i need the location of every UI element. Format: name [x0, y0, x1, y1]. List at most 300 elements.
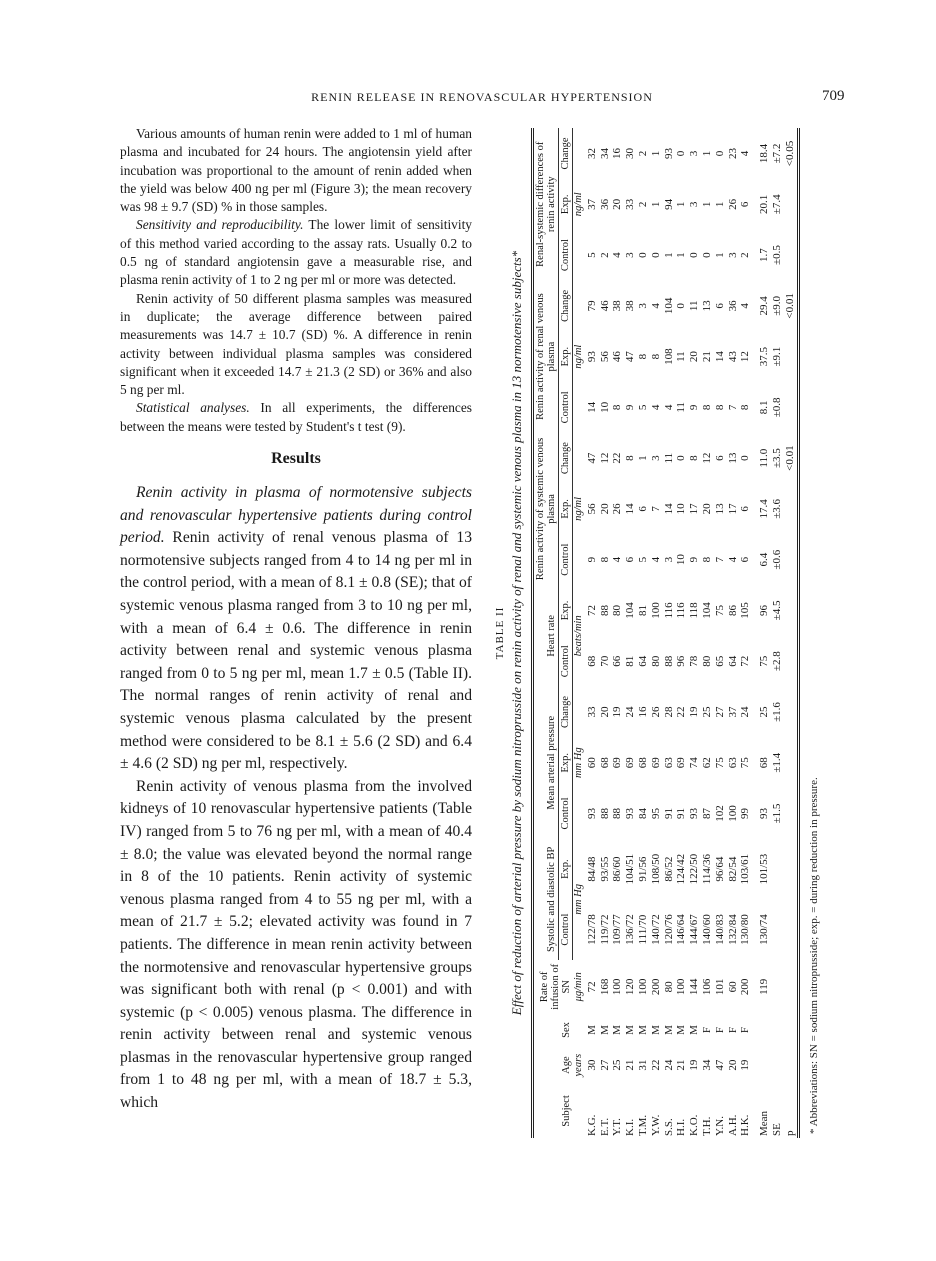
table-cell: 86/60 [611, 856, 624, 882]
unit-cell: mm Hg [573, 884, 584, 915]
table-cell: 10 [675, 503, 688, 515]
table-ii-rotated [490, 128, 852, 1138]
table-cell: 69 [611, 757, 624, 769]
paragraph-renin-hypertensive: Renin activity of venous plasma from the involved kidneys of 10 renovascular hypertensive patients (Table IV) ranged from 5 to 76 ng per ml, with a mean of 40.4 ± 8.0; the value was elevated beyond the normal range in 8 of the 10 patients. Renin activity of systemic venous plasma ranged from 4 to 55 ng per ml, with a mean of 21.7 ± 5.2; elevated activity was found in 7 patients. The difference in mean renin activity between the normotensive and renovascular hypertensive groups was significant both with renal (p < 0.001) and with systemic (p < 0.005) venous plasma. The difference in renin activity between renal and systemic venous plasmas in the renovascular hypertensive group ranged from 1 to 48 ng per ml, with a mean of 18.7 ± 5.3, which [120, 777, 472, 1112]
table-cell: 0 [675, 455, 688, 461]
table-cell: 11 [675, 402, 688, 413]
header-change: Change [559, 433, 573, 484]
table-cell [771, 1014, 784, 1046]
header-control: Control [559, 636, 573, 687]
table-cell: 0 [688, 252, 701, 258]
table-cell: 19 [611, 706, 624, 718]
table-cell: ±9.0 [770, 295, 783, 316]
table-cell: 2 [739, 252, 752, 258]
table-cell: 132/84 [726, 914, 739, 945]
header-control: Control [559, 230, 573, 281]
table-cell: 108 [662, 348, 675, 365]
table-cell: 119 [758, 978, 771, 995]
table-cell: 95 [649, 808, 662, 819]
table-cell: 120/76 [662, 914, 675, 945]
sensitivity-text: The lower limit of sensitivity of this method varied according to the assay rats. Usually 0.2 to 0.5 ng of standard angiotensin gave a measurable rise, and plasma renin activity of 1 to 2 ng per ml or more was detected. [120, 217, 472, 288]
table-cell: M [585, 1025, 598, 1035]
table-cell: 1 [675, 201, 688, 208]
header-exp: Exp. [559, 737, 573, 788]
table-cell: 84 [636, 808, 649, 819]
header-control: Control [559, 899, 573, 959]
table-cell: 27 [598, 1059, 611, 1071]
table-cell [784, 899, 798, 959]
table-cell: 6 [739, 201, 752, 208]
table-cell: 26 [611, 503, 624, 515]
table-cell [784, 1014, 798, 1046]
table-cell: ±3.6 [770, 499, 783, 519]
table-cell: 124/42 [675, 853, 688, 885]
table-cell: ±4.5 [770, 600, 783, 621]
table-cell: 101 [713, 978, 726, 996]
header-exp: Exp. [559, 331, 573, 382]
table-cell: 1 [700, 201, 713, 208]
table-row [675, 128, 688, 1138]
table-cell: Y.W. [649, 1114, 662, 1136]
table-cell: 109/77 [611, 914, 624, 945]
table-cell [784, 585, 798, 636]
table-cell: 69 [624, 757, 637, 769]
header-control: Control [559, 534, 573, 585]
table-cell: 75 [758, 655, 771, 667]
header-change: Change [559, 687, 573, 738]
table-cell: 6.4 [758, 552, 771, 567]
table-cell: 78 [688, 655, 701, 667]
table-cell: 200 [649, 978, 662, 996]
page-number: 709 [822, 88, 845, 104]
renin-heading: Renin activity in plasma of normotensive subjects and renovascular hypertensive patients during control period. [120, 484, 472, 547]
table-cell: 11.0 [758, 448, 771, 468]
table-cell: 104 [624, 602, 637, 619]
table-row [637, 128, 650, 1138]
table-cell: 19 [688, 1059, 701, 1071]
table-cell: 38 [624, 300, 637, 312]
table-cell [784, 484, 798, 535]
table-cell: 3 [726, 252, 739, 258]
table-cell: 4 [611, 556, 624, 563]
table-cell: 84/48 [585, 856, 598, 882]
table-cell: 88 [598, 604, 611, 616]
table-cell: T.H. [700, 1116, 713, 1136]
table-cell: 22 [611, 452, 624, 464]
table-cell [784, 1046, 798, 1084]
table-cell: 144 [688, 978, 701, 996]
table-cell [784, 534, 798, 585]
table-cell: 20 [598, 503, 611, 515]
paragraph-duplicate: Renin activity of 50 different plasma samples was measured in duplicate; the average difference between paired measurements was 14.7 ± 10.7 (SD) %. A difference in renin activity between individual plasma samples was considered significant when it exceeded 14.7 ± 21.3 (2 SD) or 36% and also 5 ng per ml. [120, 290, 472, 398]
table-row-se [771, 128, 784, 1138]
paragraph-sensitivity [120, 216, 472, 289]
table-cell [784, 960, 798, 1014]
table-cell: 74 [688, 757, 701, 769]
table-cell: 130/74 [758, 914, 771, 945]
header-exp: Exp. [559, 839, 573, 899]
table-cell: 91/56 [636, 856, 649, 882]
table-cell: 17.4 [758, 499, 771, 519]
table-cell: E.T. [598, 1117, 611, 1136]
sensitivity-heading: Sensitivity and reproducibility. [136, 217, 304, 233]
table-cell: <0.01 [784, 433, 798, 484]
table-cell: 20 [598, 706, 611, 718]
table-cell: 0 [700, 252, 713, 258]
units-row [573, 128, 586, 1138]
table-cell: 7 [713, 556, 726, 563]
table-cell: 30 [585, 1059, 598, 1071]
table-cell: 20.1 [758, 194, 771, 214]
unit-cell: μg/min [572, 972, 584, 1002]
table-cell: 104 [662, 297, 675, 315]
table-cell: 94 [662, 198, 675, 210]
table-cell: 4 [649, 404, 662, 411]
table-cell: 200 [739, 978, 752, 996]
table-cell: 8 [688, 455, 701, 461]
table-cell: 5 [636, 556, 649, 563]
table-cell: 8 [713, 404, 726, 411]
table-cell: 37 [585, 198, 598, 210]
header-change: Change [559, 280, 573, 331]
table-cell: 60 [585, 757, 598, 769]
table-cell: 0 [649, 252, 662, 258]
table-cell: 14 [624, 503, 637, 515]
table-cell: Y.T. [611, 1118, 624, 1136]
table-row [714, 128, 727, 1138]
table-cell: 7 [726, 404, 739, 411]
table-cell: 8 [649, 353, 662, 360]
table-cell: ±2.8 [770, 651, 783, 672]
table-cell: 72 [585, 981, 598, 993]
table-cell: 5 [636, 404, 649, 411]
table-cell: 1 [713, 252, 726, 258]
table-cell: 38 [611, 300, 624, 312]
table-cell [758, 1014, 771, 1046]
table-cell: 6 [713, 303, 726, 309]
table-cell: M [675, 1025, 688, 1035]
table-cell: 28 [662, 706, 675, 718]
table-cell: ±0.8 [770, 397, 783, 418]
table-cell [771, 839, 784, 899]
table-cell: 9 [585, 556, 598, 563]
table-cell: 2 [636, 201, 649, 208]
table-cell: 24 [624, 706, 637, 718]
table-cell [784, 737, 798, 788]
table-cell: 4 [739, 150, 752, 157]
table-cell: SE [770, 1123, 783, 1136]
table-cell: 56 [585, 503, 598, 515]
table-cell: 168 [598, 978, 611, 996]
table-cell: 80 [700, 655, 713, 667]
table-row-mean [758, 128, 771, 1138]
table-cell: 4 [662, 404, 675, 411]
table-cell: 19 [688, 706, 701, 718]
table-row [650, 128, 663, 1138]
table-cell: 5 [585, 252, 598, 258]
table-cell: F [739, 1026, 752, 1034]
table-cell: H.K. [739, 1114, 752, 1136]
table-cell: <0.05 [784, 128, 798, 179]
table-cell [758, 1046, 771, 1084]
table-cell: 46 [598, 300, 611, 312]
table-cell: 13 [700, 300, 713, 312]
header-renin-renal-group: Renin activity of renal venous plasma [533, 280, 559, 432]
table-cell [784, 636, 798, 687]
table-cell: 66 [611, 655, 624, 667]
table-cell: ±0.6 [770, 549, 783, 570]
table-cell: 14 [585, 401, 598, 413]
table-cell: M [688, 1025, 701, 1035]
table-cell: 11 [675, 351, 688, 362]
table-cell: 88 [662, 655, 675, 667]
table-cell: 14 [662, 503, 675, 515]
table-cell: 32 [585, 147, 598, 159]
table-row [739, 128, 752, 1138]
table-cell: 62 [700, 757, 713, 769]
table-cell: 19 [739, 1059, 752, 1071]
table-cell: 88 [598, 808, 611, 819]
table-cell: 60 [726, 981, 739, 993]
table-cell: 93 [585, 808, 598, 819]
paragraph-renin-normotensive [120, 482, 472, 776]
table-cell: 81 [624, 655, 637, 667]
table-cell: 7 [649, 506, 662, 512]
table-cell: S.S. [662, 1118, 675, 1136]
table-cell: 11 [662, 452, 675, 464]
table-cell: 0 [713, 150, 726, 157]
table-cell: 75 [713, 757, 726, 769]
table-cell: 100 [675, 978, 688, 996]
table-cell: 22 [675, 706, 688, 718]
table-cell: 13 [713, 503, 726, 515]
header-age: Age [533, 1046, 573, 1084]
table-cell: 91 [662, 808, 675, 819]
unit-cell: mm Hg [573, 747, 584, 779]
table-cell: F [726, 1026, 739, 1034]
table-row [586, 128, 599, 1138]
table-cell: 2 [598, 252, 611, 258]
table-cell: 100 [726, 805, 739, 822]
table-cell: 26 [649, 706, 662, 718]
header-change: Change [559, 128, 573, 179]
table-cell: 3 [624, 252, 637, 258]
table-cell: 37 [726, 706, 739, 718]
table-cell: 80 [611, 604, 624, 616]
table-row [611, 128, 624, 1138]
table-cell: 25 [611, 1059, 624, 1071]
table-cell: 16 [636, 706, 649, 718]
table-cell: 101/53 [758, 853, 771, 885]
table-cell: 4 [739, 303, 752, 309]
results-heading: Results [271, 450, 321, 468]
table-cell [784, 331, 798, 382]
table-row [663, 128, 676, 1138]
table-cell: 93 [662, 147, 675, 159]
table-cell: 20 [611, 198, 624, 210]
table-row [701, 128, 714, 1138]
table-cell: 24 [662, 1059, 675, 1071]
table-cell: 1 [713, 201, 726, 208]
table-footnote: * Abbreviations: SN = sodium nitroprusside; exp. = during reduction in pressure. [807, 777, 820, 1134]
table-cell: 8 [700, 556, 713, 563]
header-heart-group: Heart rate [533, 585, 559, 687]
table-cell: M [636, 1025, 649, 1035]
table-cell: 79 [585, 300, 598, 312]
table-cell: 17 [688, 503, 701, 515]
table-cell: 56 [598, 351, 611, 363]
table-cell: 100 [636, 978, 649, 996]
table-cell: 3 [688, 201, 701, 208]
running-title: RENIN RELEASE IN RENOVASCULAR HYPERTENSION [311, 90, 653, 104]
table-cell: 2 [636, 150, 649, 157]
header-exp: Exp. [559, 179, 573, 230]
header-rate: Rate of infusion of SN [533, 960, 573, 1014]
table-cell: 6 [713, 455, 726, 461]
table-cell: F [713, 1026, 726, 1034]
table-cell: 29.4 [758, 296, 771, 316]
table-cell [784, 382, 798, 433]
table-cell [784, 179, 798, 230]
table-cell: M [662, 1025, 675, 1035]
table-cell: 21 [700, 351, 713, 363]
table-cell: 1 [649, 150, 662, 157]
table-cell: 114/36 [700, 854, 713, 885]
table-cell: A.H. [726, 1114, 739, 1136]
table-cell [784, 839, 798, 899]
table-cell: 3 [662, 556, 675, 563]
table-cell: 27 [713, 706, 726, 718]
table-cell: 120 [624, 978, 637, 996]
table-cell: M [611, 1025, 624, 1035]
table-cell: K.G. [585, 1114, 598, 1136]
table-cell: 12 [700, 452, 713, 464]
data-table [531, 128, 800, 1138]
table-cell: Mean [758, 1110, 771, 1136]
table-cell: 8 [636, 353, 649, 360]
unit-cell: ng/ml [573, 192, 584, 217]
table-cell: 24 [739, 706, 752, 718]
table-cell: 93 [585, 351, 598, 363]
table-cell: 96 [758, 604, 771, 616]
table-cell: 1 [649, 201, 662, 208]
renin-normotensive-text: Renin activity of renal venous plasma of 13 normotensive subjects ranged from 4 to 14 ng per ml in the control period, with a mean of 8.1 ± 0.8 (SE); that of systemic venous plasma ranged from 3 to 10 ng per ml, with a mean of 6.4 ± 0.6. The difference in renin activity between renal and systemic venous plasma ranged from 0 to 5 ng per ml, mean 1.7 ± 0.5 (Table II). The normal ranges of renin activity of renal and systemic venous plasma calculated by the present method were considered to be 8.1 ± 5.6 (2 SD) and 6.4 ± 4.6 (2 SD) ng per ml, respectively. [120, 529, 473, 773]
table-cell: M [649, 1025, 662, 1035]
table-cell: ±7.2 [770, 143, 783, 164]
table-cell: 16 [611, 147, 624, 159]
table-cell: ±7.4 [770, 194, 783, 215]
header-sex: Sex [533, 1014, 573, 1046]
table-cell: 0 [739, 455, 752, 461]
table-cell: 3 [688, 150, 701, 157]
table-cell: 87 [700, 808, 713, 819]
table-cell [771, 960, 784, 1014]
table-cell: 22 [649, 1059, 662, 1071]
table-cell: 104/51 [624, 853, 637, 885]
table-cell: 140/72 [649, 914, 662, 945]
table-cell: 34 [700, 1059, 713, 1071]
table-cell: 6 [624, 556, 637, 563]
table-cell: 144/67 [688, 914, 701, 945]
header-exp: Exp. [559, 484, 573, 535]
header-map-group: Mean arterial pressure [533, 687, 559, 839]
table-cell: 105 [739, 602, 752, 619]
table-cell [784, 230, 798, 281]
table-cell: ±1.4 [770, 752, 783, 773]
header-subject: Subject [533, 1084, 573, 1138]
table-cell: 14 [713, 351, 726, 363]
table-cell: 6 [739, 506, 752, 512]
unit-cell: ng/ml [573, 344, 584, 369]
table-cell: ±1.5 [770, 803, 783, 824]
table-cell: 4 [611, 252, 624, 258]
paragraph-recovery: Various amounts of human renin were added to 1 ml of human plasma and incubated for 24 hours. The angiotensin yield after incubation was proportional to the amount of renin added when the yield was below 400 ng per ml (Figure 3); the mean recovery was 98 ± 9.7 (SD) % in those samples. [120, 126, 472, 215]
table-cell: 0 [675, 303, 688, 309]
table-cell: 47 [585, 452, 598, 464]
table-cell: 37.5 [758, 346, 771, 367]
table-cell: 75 [739, 757, 752, 769]
table-cell: 93 [688, 808, 701, 819]
table-cell: 96 [675, 655, 688, 667]
table-row [599, 128, 612, 1138]
statistical-text: In all experiments, the differences between the means were tested by Student's t test (9). [120, 400, 473, 434]
table-cell: 20 [726, 1059, 739, 1071]
table-cell: 108/50 [649, 853, 662, 885]
header-control: Control [559, 382, 573, 433]
body-text-column [120, 125, 472, 1115]
table-cell: 122/50 [688, 853, 701, 885]
table-cell: 36 [598, 198, 611, 210]
table-cell: 100 [611, 978, 624, 996]
table-cell: 93 [624, 808, 637, 819]
table-cell: 146/64 [675, 914, 688, 945]
table-cell: M [598, 1025, 611, 1035]
paragraph-statistical [120, 399, 472, 436]
statistical-heading: Statistical analyses. [136, 400, 250, 416]
table-cell: ±1.6 [770, 702, 783, 722]
table-cell: 69 [649, 757, 662, 769]
table-cell: T.M. [636, 1114, 649, 1136]
table-cell: 43 [726, 351, 739, 363]
table-cell: 100 [649, 602, 662, 619]
table-cell: 1.7 [758, 248, 771, 262]
table-cell: 63 [662, 757, 675, 769]
table-cell: 9 [688, 556, 701, 563]
table-cell: Y.N. [713, 1116, 726, 1136]
table-cell: 12 [739, 351, 752, 363]
table-cell: M [624, 1025, 637, 1035]
table-cell: 17 [726, 503, 739, 515]
table-cell: 34 [598, 147, 611, 159]
table-cell: 136/72 [624, 914, 637, 945]
table-cell: 93/55 [598, 856, 611, 882]
table-cell: 9 [688, 404, 701, 411]
header-exp: Exp. [559, 585, 573, 636]
table-cell: 96/64 [713, 856, 726, 882]
table-cell: 1 [675, 252, 688, 258]
unit-cell [573, 1084, 586, 1138]
table-cell: 88 [611, 808, 624, 819]
table-cell: 68 [758, 757, 771, 769]
table-cell: 3 [636, 303, 649, 309]
table-label: TABLE II [494, 606, 506, 660]
table-cell: 68 [636, 757, 649, 769]
table-cell: K.O. [688, 1114, 701, 1136]
table-cell: 47 [624, 351, 637, 363]
table-cell: 111/70 [636, 914, 649, 945]
table-row-p [784, 128, 798, 1138]
unit-cell: beats/min [573, 615, 584, 657]
